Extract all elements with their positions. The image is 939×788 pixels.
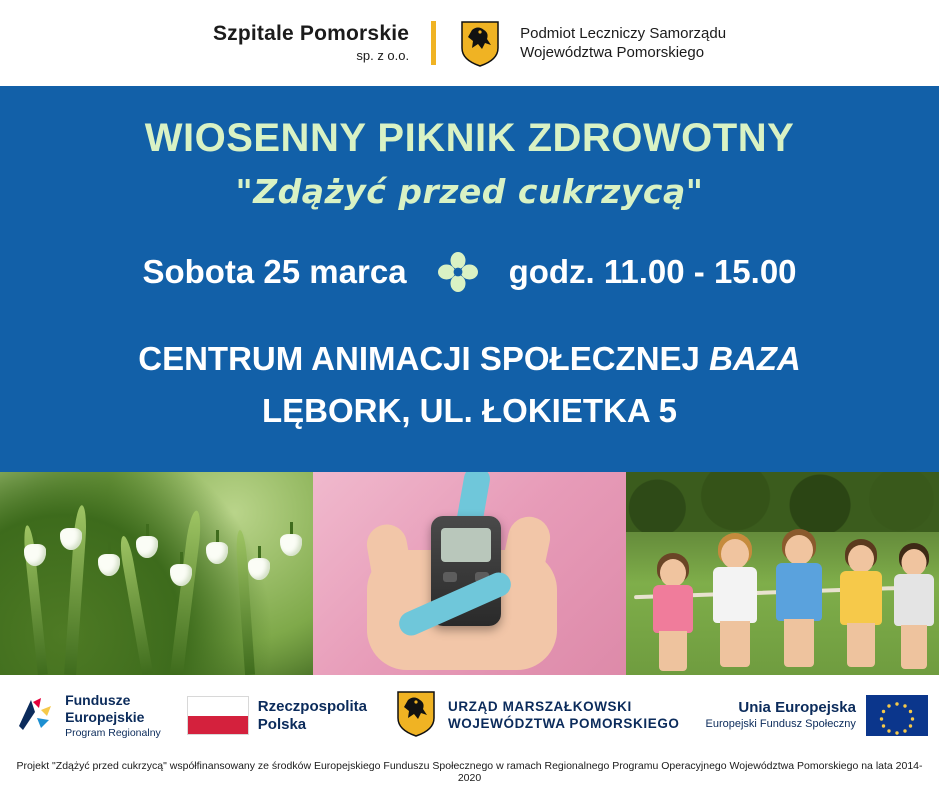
republic-of-poland-logo xyxy=(187,696,367,735)
poland-flag-icon xyxy=(187,696,249,735)
glucometer-photo xyxy=(313,472,626,675)
entity-name xyxy=(520,24,726,63)
child-figure xyxy=(644,553,702,671)
event-datetime-row xyxy=(20,251,919,293)
flower-icon xyxy=(437,251,479,293)
event-time: godz. 11.00 - 15.00 xyxy=(508,253,797,290)
glucometer-button xyxy=(443,572,457,582)
marshal-line-2: WOJEWÓDZTWA POMORSKIEGO xyxy=(447,715,680,731)
event-date: Sobota 25 marca xyxy=(142,253,407,290)
entity-line-1: Podmiot Leczniczy Samorządu xyxy=(520,24,727,42)
child-figure xyxy=(832,539,890,671)
eu-flag-icon xyxy=(866,695,928,736)
snowdrop-flower xyxy=(246,546,272,580)
child-figure xyxy=(888,543,939,671)
event-title: WIOSENNY PIKNIK ZDROWOTNY xyxy=(144,116,795,160)
hospital-legal-form: sp. z o.o. xyxy=(356,47,410,63)
event-venue-prefix: CENTRUM ANIMACJI SPOŁECZNEJ xyxy=(138,340,710,377)
glucometer-screen xyxy=(441,528,491,562)
event-banner xyxy=(0,86,939,472)
tree-line xyxy=(626,472,939,532)
child-figure xyxy=(768,529,830,671)
eu-funds-line-1: Fundusze xyxy=(65,691,131,708)
event-venue-name: BAZA xyxy=(709,340,801,377)
pomeranian-griffin-icon xyxy=(458,17,502,69)
children-photo xyxy=(626,472,939,675)
event-address: LĘBORK, UL. ŁOKIETKA 5 xyxy=(262,391,677,429)
snowdrop-flower xyxy=(134,524,160,558)
marshal-office-text xyxy=(448,699,680,733)
republic-line-1: Rzeczpospolita xyxy=(257,697,367,715)
marshal-office-logo xyxy=(393,688,680,743)
photo-strip xyxy=(0,472,939,675)
pomeranian-griffin-icon xyxy=(393,688,439,743)
snowdrop-flower xyxy=(22,532,48,566)
event-venue xyxy=(20,337,919,382)
eu-funds-line-2: Europejskie xyxy=(65,708,145,725)
eu-funds-text xyxy=(65,692,161,739)
eu-funds-logo xyxy=(11,692,161,739)
european-union-logo xyxy=(706,695,928,736)
snowdrop-flower xyxy=(168,552,194,586)
entity-line-2: Województwa Pomorskiego xyxy=(520,44,705,61)
header-bar xyxy=(0,0,939,86)
european-union-text xyxy=(706,699,856,732)
child-figure xyxy=(704,533,766,671)
republic-line-2: Polska xyxy=(257,715,307,733)
hospital-name: Szpitale Pomorskie xyxy=(212,22,410,46)
event-subtitle: "Zdążyć przed cukrzycą" xyxy=(235,172,704,211)
eu-line-1: Unia Europejska xyxy=(738,699,856,717)
header-logos xyxy=(213,17,726,69)
republic-text xyxy=(258,698,367,734)
eu-funds-line-3: Program Regionalny xyxy=(65,726,161,739)
project-disclaimer: Projekt "Zdążyć przed cukrzycą" współfinansowany ze środków Europejskiego Funduszu Społecznego w ramach Regionalnego Programu Operacyjnego Województwa Pomorskiego na lata 2014-2020 xyxy=(16,760,923,784)
hospital-logo xyxy=(213,22,409,63)
snowdrop-flower xyxy=(96,542,122,576)
eu-funds-stars-icon xyxy=(11,696,57,736)
footer-logo-bar xyxy=(0,675,939,756)
snowdrops-photo xyxy=(0,472,313,675)
header-divider xyxy=(431,21,436,65)
snowdrop-flower xyxy=(278,522,304,556)
snowdrop-flower xyxy=(204,530,230,564)
marshal-line-1: URZĄD MARSZAŁKOWSKI xyxy=(447,698,632,714)
snowdrop-flower xyxy=(58,516,84,550)
eu-line-2: Europejski Fundusz Społeczny xyxy=(705,718,856,730)
